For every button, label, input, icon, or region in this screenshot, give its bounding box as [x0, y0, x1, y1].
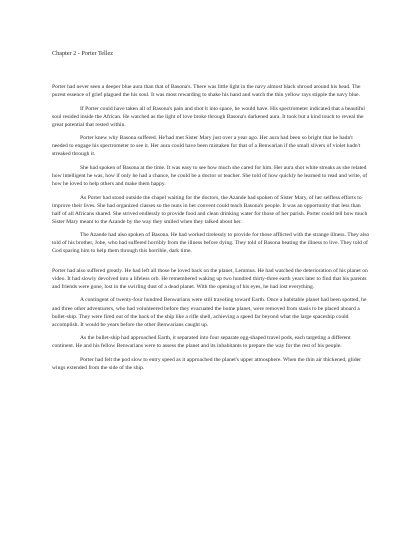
paragraph: Porter had felt the pod slow to entry speed as it approached the planet's upper atmosphere. When the thin air thickened, glider wings extended from the side of the ship.: [52, 356, 361, 371]
section-2: [52, 267, 370, 372]
paragraph: A contingent of twenty-four hundred Benwarians were still traveling toward Earth. Once a habitable planet had been spotted, he and three other adventurers, who had volunteered before they evacuated the home planet, were removed from stasis to be placed aboard a bullet-ship. They were fired out of the back of the ship like a rifle shell, achieving a speed far beyond what the large spaceship could accomplish. It would be years before the other Benwarians caught up.: [52, 297, 367, 328]
paragraph: She had spoken of Basona at the time. It was easy to see how much she cared for him. Her aura shot white streaks as she related how intelligent he was, how if only he had a chance, he could be a doctor or teacher. She told of how quickly he learned to read and write, of how he loved to help others and make them happy.: [52, 164, 368, 187]
paragraph: Porter had also suffered greatly. He had left all those he loved back on the planet, Lemmus. He had watched the deterioration of his planet on video. It had slowly devolved into a lifeless orb. He remembered waking up two hundred thirty-three earth years later to find that his parents and friends were gone, lost in the swirling dust of a dead planet. With the opening of his eyes, he had lost everything.: [52, 267, 368, 290]
paragraph: Porter had never seen a deeper blue aura than that of Basona's. There was little light in the navy almost black shroud around his head. The purest essence of grief plagued the his soul. It was most rewarding to shake his hand and watch the thin yellow rays stipple the navy blue.: [52, 84, 361, 99]
paragraph: Porter knew why Basona suffered. He'had met Sister Mary just over a year ago. Her aura had been so bright that he hadn't needed to engage his spectrometer to see it. Her aura could have been mistaken for that of a Benwarian if the small slivers of violet hadn't streaked through it.: [52, 135, 361, 158]
paragraph: As the bullet-ship had approached Earth, it separated into four separate egg-shaped travel pods, each targeting a different continent. He and his fellow Benwarians were to assess the planet and its inhabitants to prepare the way for the rest of his people.: [52, 335, 351, 350]
paragraph: If Porter could have taken all of Basona's pain and shot it into space, he would have. His spectrometer indicated that a beautiful soul resided inside the African. He watched as the light of love broke through Basona's darkened aura. It took but a kind touch to reveal the great potential that rested within.: [52, 105, 365, 128]
section-1: [52, 83, 370, 255]
paragraph: The Azande had also spoken of Basona. He had worked tirelessly to provide for those afflicted with the strange illness. They also told of his brother, Jobe, who had suffered horribly from the illness before dying. They told of Basona beating the illness to live. They told of God sparing him to help them through this horrible, dark time.: [52, 232, 370, 255]
chapter-heading: Chapter 2 - Porter Tellez: [52, 50, 113, 57]
paragraph: As Porter had stood outside the chapel waiting for the doctors, the Azande had spoken of Sister Mary, of her selfless efforts to improve their lives. She had organized classes so the nuns in her convent could teach Basona's people. It was an opportunity that less than half of all Africans shared. She strived endlessly to provide food and clean drinking water for those of her parish. Porter could tell how much Sister Mary meant to the Azande by the way they smiled when they talked about her.: [52, 194, 368, 225]
